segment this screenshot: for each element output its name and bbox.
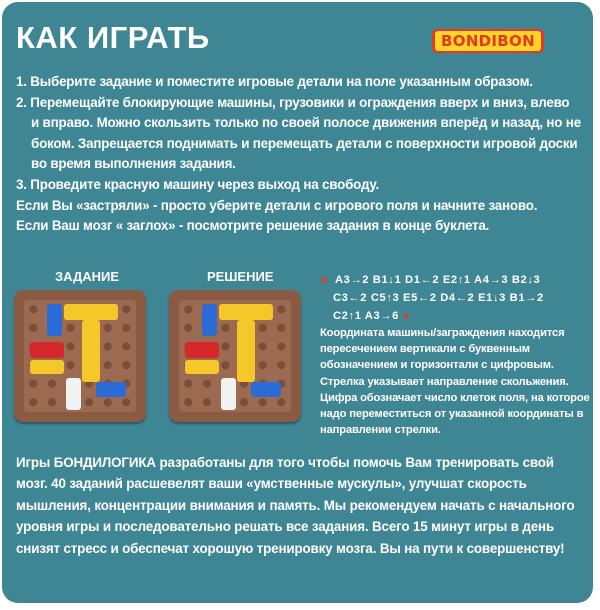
desc-line: Координата машины/заграждения находится [320,327,565,339]
solution-line: C3←2 C5↑3 E5←2 D4←2 E1↓3 B1→2 [333,292,544,304]
desc-line: обозначением и горизонтали с цифровым. [320,359,554,372]
blue-car [251,382,281,397]
yellow-truck-vertical [237,320,255,382]
solution-text: C2↑1 A3→6 [333,310,399,322]
white-car [66,378,81,410]
logo-text: BONDIBON [435,31,541,51]
rule-line: 2. Перемещайте блокирующие машины, грузовики и ограждения вверх и вниз, влево [16,94,570,110]
desc-line: Стрелка указывает направление скольжения. [320,375,569,388]
play-marker-icon: ► [320,274,332,286]
rule-line: во время выполнения задания. [31,156,236,172]
blue-car [96,382,126,397]
task-board [14,290,146,422]
desc-line: пересечением вертикали с буквенным [320,343,530,356]
rule-line: 1. Выберите задание и поместите игровые детали на поле указанным образом. [16,74,533,89]
yellow-truck [64,304,118,320]
end-marker-icon: ● [402,310,410,322]
red-car [185,342,219,358]
rule-line: и вправо. Можно скользить только по своей полосе движения вперёд и назад, но не [31,115,581,131]
solution-line [320,307,590,325]
footer-text [16,452,588,559]
solution-text: A3→2 B1↓1 D1←2 E2↑1 A4→3 B2↓3 [334,274,541,286]
yellow-car [30,360,64,374]
solution-steps [320,271,590,325]
yellow-truck [219,304,273,320]
white-car [221,378,236,410]
footer-line: снизят стресс и обеспечат хорошую тренировку мозга. Вы на пути к совершенству! [16,540,565,556]
desc-line: Цифра обозначает число клеток поля, на которое [320,391,590,404]
desc-line: направлении стрелки. [320,424,441,437]
red-car [30,342,64,358]
page-title: КАК ИГРАТЬ [16,20,210,55]
task-label: ЗАДАНИЕ [55,269,120,284]
footer-line: мышления, концентрации внимания и память. Мы рекомендуем начать с начального [16,497,575,513]
rule-line: боком. Запрещается поднимать и перемещать детали с поверхности игровой доски [31,135,578,151]
footer-line: уровня игры и последовательно решать все задания. Всего 15 минут игры в день [16,519,555,535]
rules-section [16,72,586,237]
blue-car [202,304,217,336]
solution-label: РЕШЕНИЕ [207,269,274,284]
rule-line: 3. Проведите красную машину через выход на свободу. [16,176,380,192]
footer-line: мозг. 40 заданий расшевелят ваши «умственные мускулы», улучшат скорость [16,476,527,492]
yellow-car [185,360,219,374]
bondibon-logo [432,29,544,53]
rule-line: Если Вы «застряли» - просто уберите детали с игрового поля и начните заново. [16,197,538,213]
rule-line: Если Ваш мозг « заглох» - посмотрите решение задания в конце буклета. [16,218,490,234]
solution-board [169,290,301,422]
footer-line: Игры БОНДИЛОГИКА разработаны для того чтобы помочь Вам тренировать свой [16,455,554,470]
instruction-card [2,2,593,603]
solution-line [320,271,590,289]
coordinate-description [320,325,592,438]
desc-line: надо переместиться от указанной координаты в [320,408,584,421]
blue-car [47,304,62,336]
yellow-truck-vertical [82,320,100,382]
